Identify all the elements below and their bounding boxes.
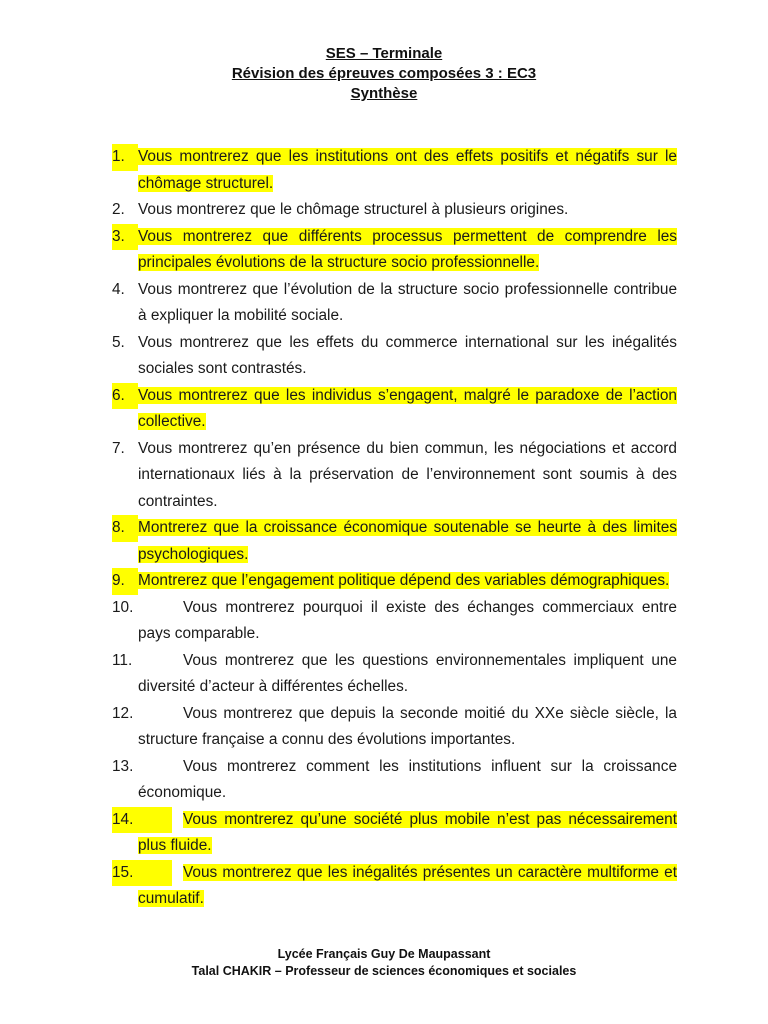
item-text: Vous montrerez que les institutions ont des effets positifs et négatifs sur le chômage structurel. [138, 148, 677, 192]
list-item [112, 277, 677, 330]
item-text-block [112, 860, 677, 913]
item-text-block [112, 701, 677, 754]
item-number: 12. [112, 704, 134, 722]
list-item [112, 197, 677, 224]
item-text-block [112, 807, 677, 860]
item-number: 9. [112, 568, 138, 595]
list-item [112, 224, 677, 277]
item-text: Vous montrerez que le chômage structurel à plusieurs origines. [138, 201, 569, 218]
item-text: Vous montrerez qu’en présence du bien commun, les négociations et accord internationaux liés à la préservation de l’environnement sont soumis à des contraintes. [138, 439, 677, 510]
list-item [112, 436, 677, 516]
item-text: Montrerez que la croissance économique soutenable se heurte à des limites psychologiques. [138, 519, 677, 563]
list-item [112, 807, 677, 860]
item-number: 3. [112, 224, 138, 251]
item-text-block [112, 383, 677, 436]
item-text-block [112, 436, 677, 516]
item-text-block [112, 277, 677, 330]
item-text: Vous montrerez qu’une société plus mobile n’est pas nécessairement plus fluide. [138, 810, 677, 854]
item-text-block [112, 224, 677, 277]
document-header [0, 44, 768, 104]
synthesis-title: Synthèse [350, 85, 418, 102]
item-number: 14. [112, 807, 172, 834]
item-number: 7. [112, 439, 125, 457]
subject-title: SES – Terminale [325, 45, 443, 62]
item-text: Vous montrerez que les inégalités présentes un caractère multiforme et cumulatif. [138, 863, 677, 907]
list-item [112, 144, 677, 197]
item-text: Vous montrerez que l’évolution de la structure socio professionnelle contribue à expliquer la mobilité sociale. [138, 280, 677, 324]
item-text: Vous montrerez que depuis la seconde moitié du XXe siècle siècle, la structure française a connu des évolutions importantes. [138, 704, 677, 748]
school-name: Lycée Français Guy De Maupassant [277, 947, 491, 961]
item-text-block [112, 144, 677, 197]
item-number: 10. [112, 598, 134, 616]
item-text: Vous montrerez pourquoi il existe des échanges commerciaux entre pays comparable. [138, 598, 677, 642]
item-text: Vous montrerez que différents processus permettent de comprendre les principales évolutions de la structure socio professionnelle. [138, 227, 677, 271]
item-text-block [112, 515, 677, 568]
item-number: 1. [112, 144, 138, 171]
item-number: 15. [112, 860, 172, 887]
list-item [112, 860, 677, 913]
item-text-block [112, 568, 677, 595]
teacher-name: Talal CHAKIR – Professeur de sciences économiques et sociales [191, 964, 577, 978]
item-number: 2. [112, 201, 125, 218]
item-text-block [112, 197, 677, 224]
list-item [112, 515, 677, 568]
item-text: Montrerez que l’engagement politique dépend des variables démographiques. [138, 572, 670, 589]
list-item [112, 701, 677, 754]
item-number: 4. [112, 280, 125, 298]
item-number: 11. [112, 651, 133, 669]
item-number: 13. [112, 757, 134, 775]
item-text: Vous montrerez que les individus s’engagent, malgré le paradoxe de l’action collective. [138, 386, 677, 430]
item-text: Vous montrerez que les questions environnementales impliquent une diversité d’acteur à différentes échelles. [138, 651, 677, 695]
item-text-block [112, 648, 677, 701]
item-text: Vous montrerez que les effets du commerce international sur les inégalités sociales sont contrastés. [138, 333, 677, 377]
item-text-block [112, 330, 677, 383]
document-footer [0, 946, 768, 980]
list-item [112, 568, 677, 595]
question-list [112, 144, 677, 913]
item-number: 8. [112, 515, 138, 542]
item-number: 5. [112, 333, 125, 351]
list-item [112, 383, 677, 436]
item-text: Vous montrerez comment les institutions influent sur la croissance économique. [138, 757, 677, 801]
list-item [112, 648, 677, 701]
list-item [112, 330, 677, 383]
revision-title: Révision des épreuves composées 3 : EC3 [231, 65, 537, 82]
list-item [112, 754, 677, 807]
item-number: 6. [112, 383, 138, 410]
list-item [112, 595, 677, 648]
item-text-block [112, 754, 677, 807]
item-text-block [112, 595, 677, 648]
